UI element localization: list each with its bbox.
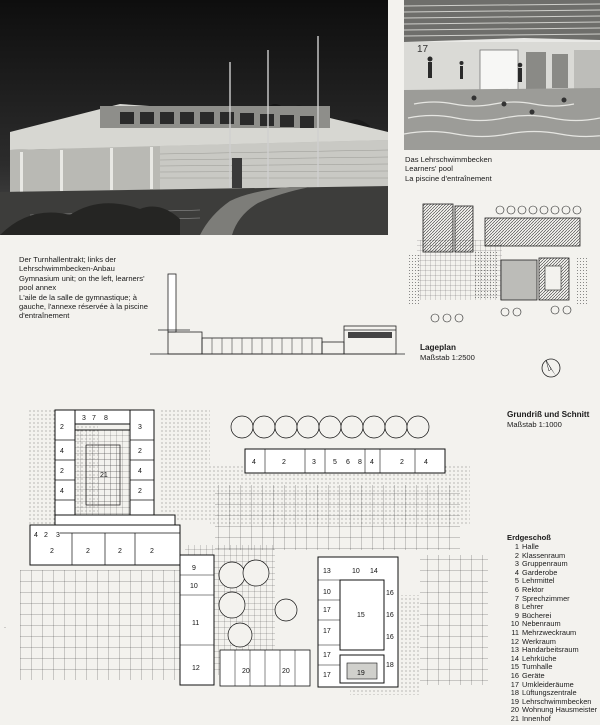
floor-plan-scale: Maßstab 1:1000	[507, 420, 562, 429]
svg-text:21: 21	[100, 472, 108, 479]
legend-label: Mehrzweckraum	[522, 627, 577, 637]
svg-text:16: 16	[386, 612, 394, 619]
legend-number: 16	[510, 670, 519, 680]
svg-text:20: 20	[242, 668, 250, 675]
svg-text:4: 4	[370, 459, 374, 466]
legend-label: Umkleideräume	[522, 679, 574, 689]
svg-text:4: 4	[60, 448, 64, 455]
legend-label: Gruppenraum	[522, 559, 568, 569]
site-plan-drawing	[405, 200, 590, 325]
svg-text:4: 4	[34, 532, 38, 539]
svg-text:12: 12	[192, 665, 200, 672]
svg-text:16: 16	[386, 634, 394, 641]
legend-number: 15	[510, 662, 519, 672]
svg-text:2: 2	[50, 548, 54, 555]
site-plan-title: Lageplan	[420, 343, 456, 352]
svg-text:10: 10	[323, 589, 331, 596]
gymnasium-caption-line: pool annex	[19, 283, 57, 293]
svg-text:3: 3	[312, 459, 316, 466]
legend-number: 18	[510, 688, 519, 698]
ground-floor-plan	[20, 405, 500, 720]
gymnasium-caption-line: gauche, l'annexe réservée à la piscine	[19, 302, 148, 312]
svg-text:15: 15	[357, 612, 365, 619]
svg-text:11: 11	[192, 620, 200, 627]
legend-number: 21	[510, 713, 519, 723]
svg-text:2: 2	[118, 548, 122, 555]
svg-text:3: 3	[56, 532, 60, 539]
svg-text:17: 17	[323, 628, 331, 635]
svg-text:4: 4	[138, 468, 142, 475]
svg-text:8: 8	[358, 459, 362, 466]
svg-text:18: 18	[386, 662, 394, 669]
svg-text:7: 7	[92, 415, 96, 422]
legend-label: Bücherei	[522, 610, 552, 620]
legend-number: 1	[514, 542, 519, 551]
svg-text:2: 2	[138, 488, 142, 495]
legend-label: Nebenraum	[522, 619, 561, 629]
gymnasium-caption-line: Der Turnhallentrakt; links der	[19, 255, 117, 264]
legend-label: Innenhof	[522, 713, 551, 723]
legend	[507, 533, 597, 723]
legend-label: Lehrer	[522, 602, 544, 612]
svg-text:4: 4	[424, 459, 428, 466]
legend-number: 11	[511, 627, 519, 637]
svg-text:6: 6	[346, 459, 350, 466]
gymnasium-photo	[0, 0, 388, 235]
legend-label: Handarbeitsraum	[522, 645, 579, 655]
legend-number: 8	[514, 602, 519, 612]
legend-number: 13	[510, 645, 519, 655]
legend-label: Sprechzimmer	[522, 593, 570, 603]
legend-item	[507, 595, 597, 604]
legend-number: 2	[514, 550, 519, 560]
svg-text:2: 2	[282, 459, 286, 466]
legend-list	[507, 543, 597, 723]
svg-text:8: 8	[104, 415, 108, 422]
legend-number: 20	[510, 705, 519, 715]
svg-text:2: 2	[150, 548, 154, 555]
legend-number: 4	[514, 567, 519, 577]
svg-text:2: 2	[44, 532, 48, 539]
legend-label: Wohnung Hausmeister	[522, 705, 598, 715]
learners-pool-photo	[404, 0, 600, 150]
svg-text:2: 2	[60, 424, 64, 431]
svg-text:2: 2	[86, 548, 90, 555]
legend-number: 14	[510, 653, 519, 663]
svg-text:17: 17	[417, 44, 429, 55]
gymnasium-caption	[19, 255, 148, 321]
section-drawing	[150, 268, 405, 368]
pool-caption-line: La piscine d'entraînement	[405, 173, 492, 183]
svg-text:20: 20	[282, 668, 290, 675]
svg-text:4: 4	[60, 488, 64, 495]
legend-label: Lehrküche	[522, 653, 557, 663]
svg-text:17: 17	[323, 672, 331, 679]
legend-number: 5	[514, 576, 519, 586]
floor-plan-title: Grundriß und Schnitt	[507, 410, 590, 419]
legend-title: Erdgeschoß	[507, 533, 551, 542]
margin-mark: ·	[4, 625, 6, 631]
legend-number: 10	[510, 619, 519, 629]
pool-caption-line: Learners' pool	[405, 164, 453, 174]
legend-number: 9	[514, 610, 519, 620]
legend-number: 19	[510, 696, 519, 706]
svg-text:17: 17	[323, 652, 331, 659]
floor-plan-title-block	[507, 410, 589, 429]
legend-label: Lehrschwimmbecken	[522, 696, 592, 706]
svg-text:2: 2	[60, 468, 64, 475]
pool-caption	[405, 155, 492, 183]
legend-number: 3	[514, 559, 519, 569]
site-plan-title-block	[420, 343, 475, 362]
svg-text:2: 2	[138, 448, 142, 455]
svg-text:5: 5	[333, 459, 337, 466]
legend-number: 7	[514, 593, 519, 603]
legend-label: Geräte	[522, 670, 545, 680]
gymnasium-caption-line: d'entraînement	[19, 311, 70, 321]
svg-text:9: 9	[192, 565, 196, 572]
svg-text:16: 16	[386, 590, 394, 597]
gymnasium-caption-line: L'aile de la salle de gymnastique; à	[19, 292, 137, 302]
legend-label: Halle	[522, 542, 539, 551]
legend-label: Werkraum	[522, 636, 556, 646]
site-plan-scale: Maßstab 1:2500	[420, 353, 475, 362]
legend-item	[507, 706, 597, 715]
legend-number: 17	[510, 679, 519, 689]
legend-item	[507, 577, 597, 586]
gymnasium-caption-line: Lehrschwimmbecken-Anbau	[19, 264, 115, 274]
svg-text:17: 17	[323, 607, 331, 614]
svg-text:13: 13	[323, 568, 331, 575]
legend-item	[507, 715, 597, 724]
svg-text:2: 2	[400, 459, 404, 466]
north-arrow-icon	[540, 355, 562, 381]
legend-label: Turnhalle	[522, 662, 553, 672]
legend-number: 6	[514, 584, 519, 594]
svg-text:10: 10	[352, 568, 360, 575]
legend-item	[507, 603, 597, 612]
legend-label: Garderobe	[522, 567, 558, 577]
legend-number: 12	[510, 636, 519, 646]
legend-item	[507, 663, 597, 672]
legend-label: Rektor	[522, 584, 544, 594]
pool-caption-line: Das Lehrschwimmbecken	[405, 155, 492, 164]
svg-text:14: 14	[370, 568, 378, 575]
svg-text:3: 3	[82, 415, 86, 422]
legend-label: Lüftungszentrale	[522, 688, 577, 698]
legend-label: Klassenraum	[522, 550, 566, 560]
svg-text:4: 4	[252, 459, 256, 466]
legend-label: Lehrmittel	[522, 576, 555, 586]
gymnasium-caption-line: Gymnasium unit; on the left, learners'	[19, 273, 145, 283]
svg-text:19: 19	[357, 670, 365, 677]
svg-text:10: 10	[190, 583, 198, 590]
svg-text:3: 3	[138, 424, 142, 431]
